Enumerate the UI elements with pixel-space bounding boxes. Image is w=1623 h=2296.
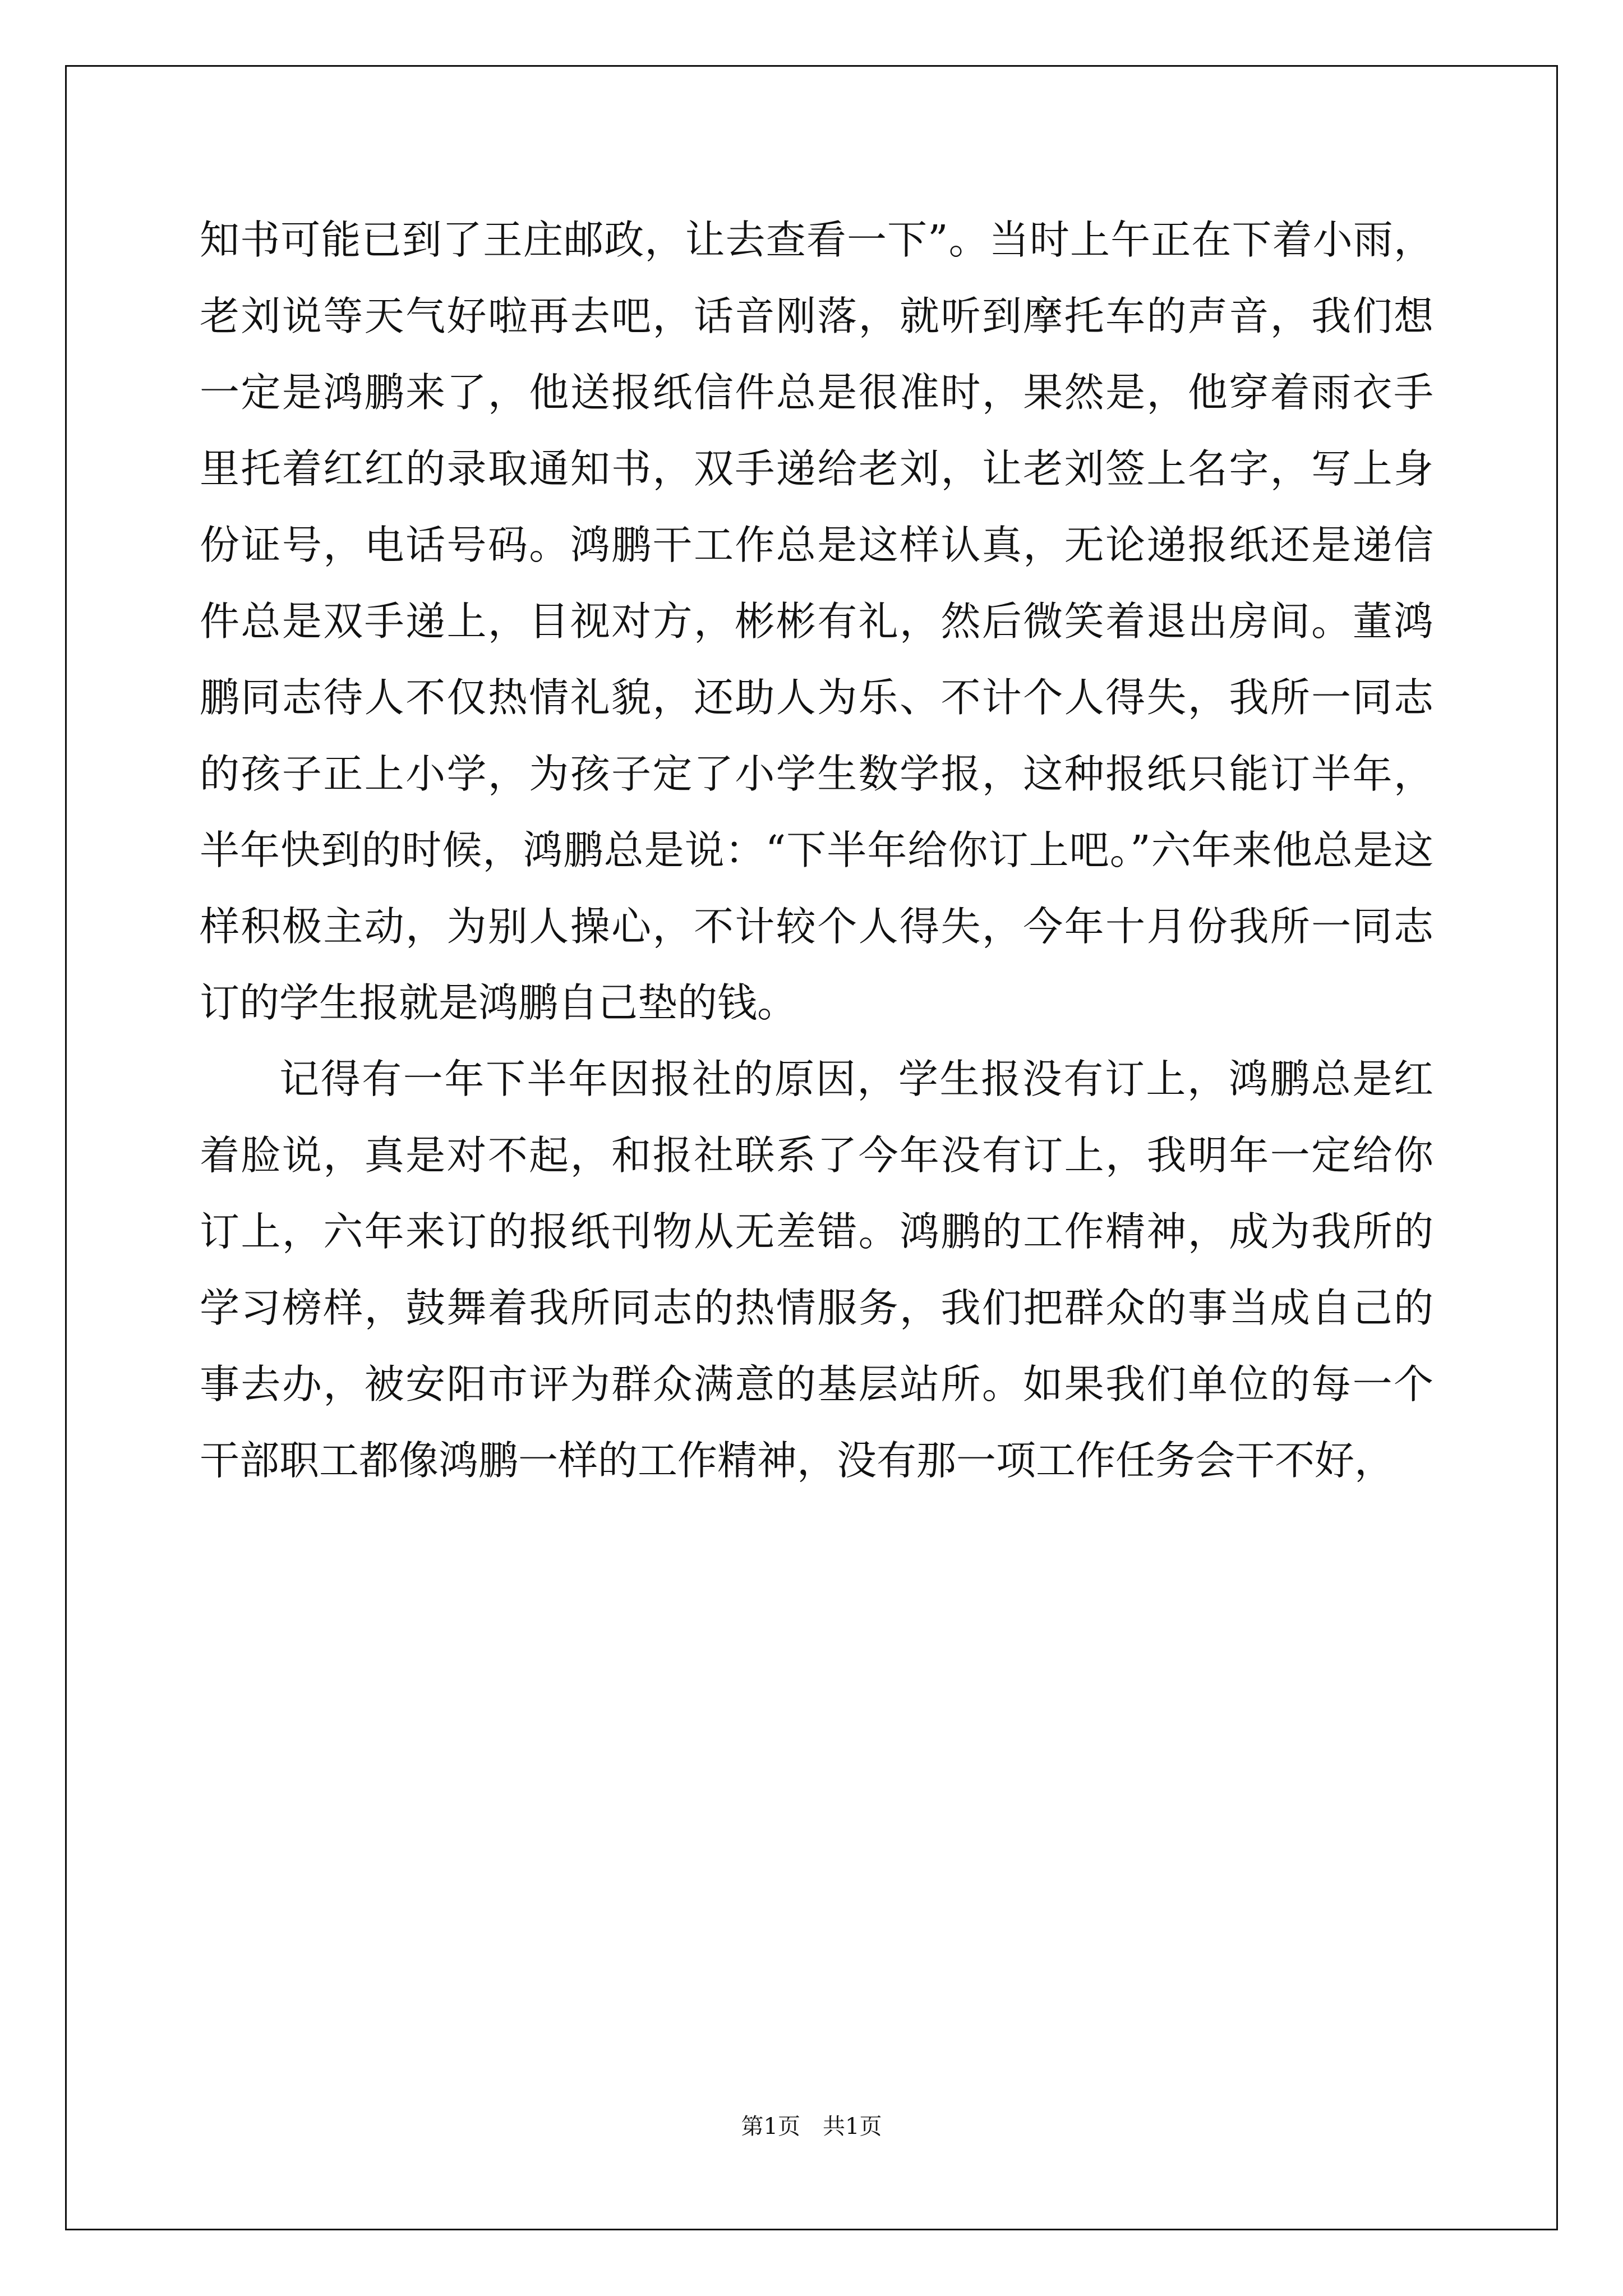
document-body	[200, 202, 1433, 1499]
page-number-total: 共1页	[823, 2114, 882, 2139]
page-footer	[0, 2113, 1623, 2141]
page-number-current: 第1页	[741, 2114, 800, 2139]
paragraph-2: 记得有一年下半年因报社的原因，学生报没有订上，鸿鹏总是红着脸说，真是对不起，和报社联系了今年没有订上，我明年一定给你订上，六年来订的报纸刊物从无差错。鸿鹏的工作精神，成为我所的学习榜样，鼓舞着我所同志的热情服务，我们把群众的事当成自己的事去办，被安阳市评为群众满意的基层站所。如果我们单位的每一个干部职工都像鸿鹏一样的工作精神，没有那一项工作任务会干不好，	[200, 1056, 1433, 1484]
paragraph-1: 知书可能已到了王庄邮政，让去查看一下”。当时上午正在下着小雨，老刘说等天气好啦再去吧，话音刚落，就听到摩托车的声音，我们想一定是鸿鹏来了，他送报纸信件总是很准时，果然是，他穿着雨衣手里托着红红的录取通知书，双手递给老刘，让老刘签上名字，写上身份证号，电话号码。鸿鹏干工作总是这样认真，无论递报纸还是递信件总是双手递上，目视对方，彬彬有礼，然后微笑着退出房间。董鸿鹏同志待人不仅热情礼貌，还助人为乐、不计个人得失，我所一同志的孩子正上小学，为孩子定了小学生数学报，这种报纸只能订半年，半年快到的时候，鸿鹏总是说：“下半年给你订上吧。”六年来他总是这样积极主动，为别人操心，不计较个人得失，今年十月份我所一同志订的学生报就是鸿鹏自己垫的钱。	[200, 217, 1433, 1026]
